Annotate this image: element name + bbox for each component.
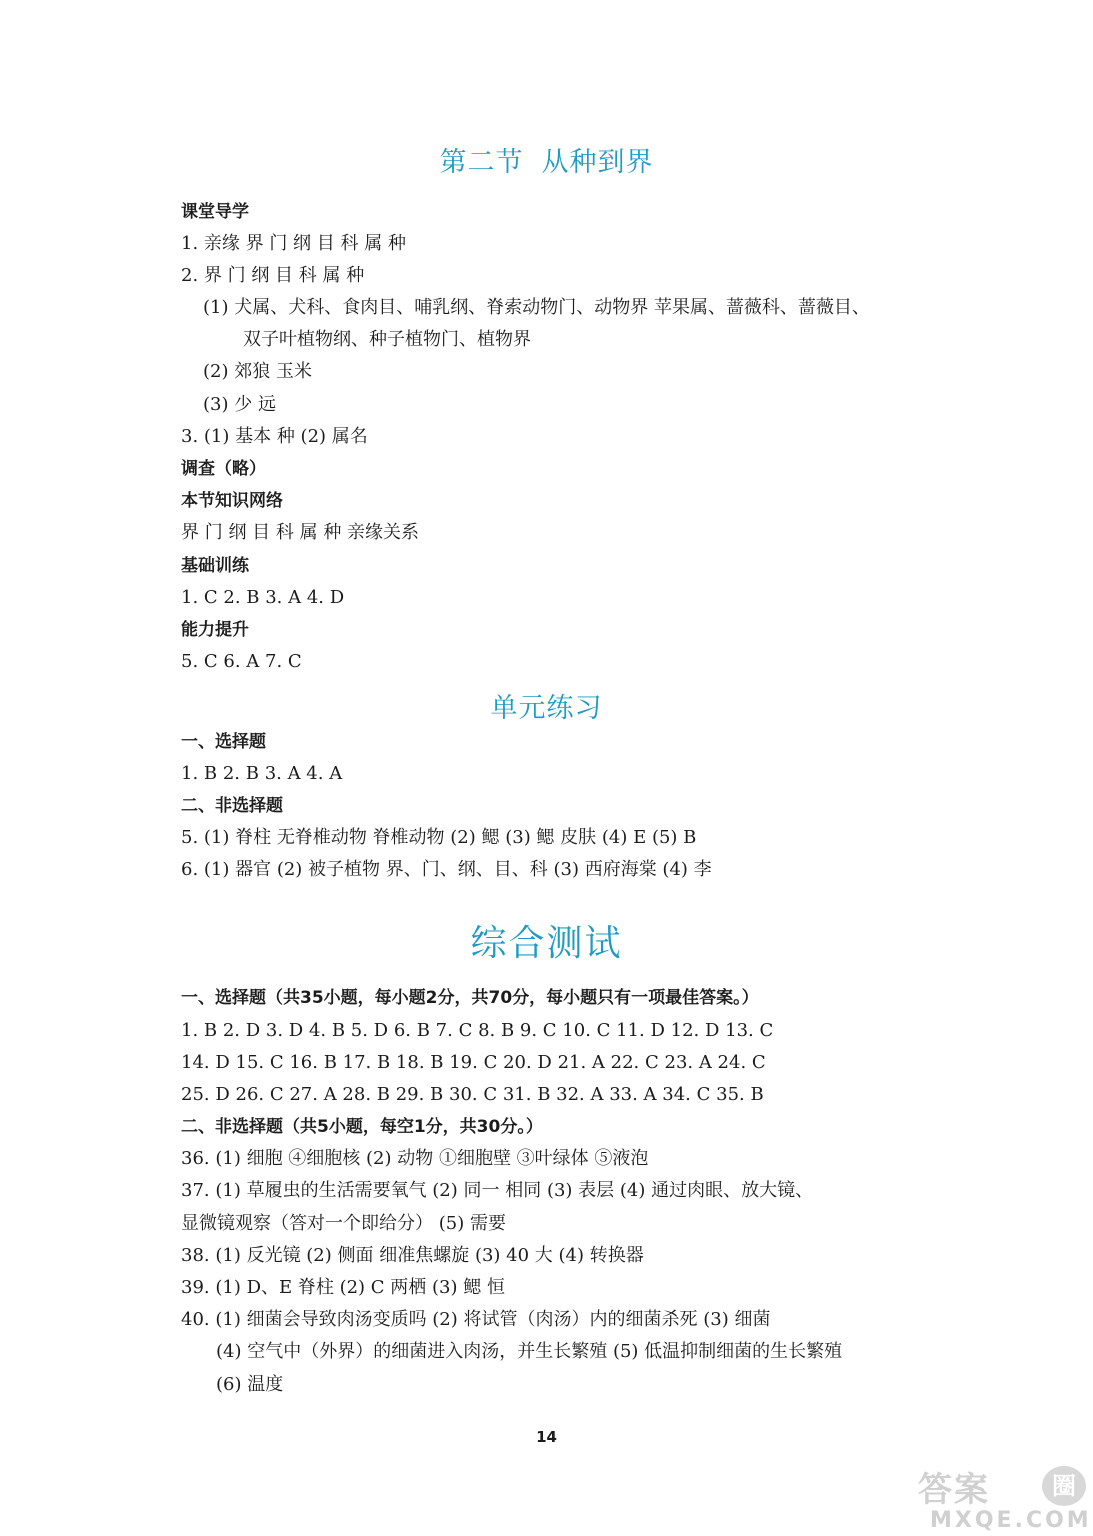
answer-line: (1) 犬属、犬科、食肉目、哺乳纲、脊索动物门、动物界 苹果属、蔷薇科、蔷薇目、 — [203, 297, 870, 318]
answer-line: 2. 界 门 纲 目 科 属 种 — [181, 265, 365, 286]
answer-line: 6. (1) 器官 (2) 被子植物 界、门、纲、目、科 (3) 西府海棠 (4) 李 — [181, 859, 712, 880]
watermark-site-text: MXQE.COM — [930, 1508, 1092, 1533]
page-number: 14 — [536, 1428, 557, 1446]
answer-line: 40. (1) 细菌会导致肉汤变质吗 (2) 将试管（肉汤）内的细菌杀死 (3) 细菌 — [181, 1309, 771, 1330]
heading-basic-training: 基础训练 — [181, 556, 249, 576]
heading-classroom-guide: 课堂导学 — [181, 202, 249, 222]
answer-line: 39. (1) D、E 脊柱 (2) C 两栖 (3) 鳃 恒 — [181, 1277, 505, 1298]
heading-multiple-choice: 一、选择题 — [181, 732, 266, 752]
heading-non-choice: 二、非选择题（共5小题，每空1分，共30分。） — [181, 1117, 543, 1137]
answer-line: (4) 空气中（外界）的细菌进入肉汤，并生长繁殖 (5) 低温抑制细菌的生长繁殖 — [216, 1341, 843, 1362]
answer-line: 25. D 26. C 27. A 28. B 29. B 30. C 31. B 32. A 33. A 34. C 35. B — [181, 1084, 764, 1105]
heading-multiple-choice: 一、选择题（共35小题，每小题2分，共70分，每小题只有一项最佳答案。） — [181, 988, 759, 1008]
answer-line: (2) 郊狼 玉米 — [203, 361, 312, 382]
watermark-logo-text: 答案 — [918, 1470, 990, 1510]
answer-line: 36. (1) 细胞 ④细胞核 (2) 动物 ①细胞壁 ③叶绿体 ⑤液泡 — [181, 1148, 649, 1169]
answer-line: 界 门 纲 目 科 属 种 亲缘关系 — [181, 522, 420, 543]
watermark-badge-icon: 圈 — [1042, 1466, 1086, 1506]
answer-line: 显微镜观察（答对一个即给分） (5) 需要 — [181, 1213, 506, 1234]
section-title-from-species-to-kingdom — [0, 140, 1093, 179]
heading-non-choice: 二、非选择题 — [181, 796, 283, 816]
answer-line: 双子叶植物纲、种子植物门、植物界 — [243, 329, 531, 350]
answer-line: 37. (1) 草履虫的生活需要氧气 (2) 同一 相同 (3) 表层 (4) 通过肉眼、放大镜、 — [181, 1180, 814, 1201]
section-title-unit-practice: 单元练习 — [490, 693, 603, 724]
answer-line: 1. 亲缘 界 门 纲 目 科 属 种 — [181, 233, 406, 254]
section-number: 第二节 — [439, 147, 524, 178]
section-title-comprehensive-test: 综合测试 — [470, 923, 623, 964]
heading-ability-improvement: 能力提升 — [181, 620, 249, 640]
answer-line: 38. (1) 反光镜 (2) 侧面 细准焦螺旋 (3) 40 大 (4) 转换器 — [181, 1245, 644, 1266]
heading-knowledge-network: 本节知识网络 — [181, 491, 283, 511]
heading-survey: 调查（略） — [181, 459, 266, 479]
answer-line: 1. B 2. B 3. A 4. A — [181, 763, 343, 784]
answer-line: (3) 少 远 — [203, 394, 276, 415]
answer-line: 5. (1) 脊柱 无脊椎动物 脊椎动物 (2) 鳃 (3) 鳃 皮肤 (4) E (5) B — [181, 827, 697, 848]
answer-line: 5. C 6. A 7. C — [181, 651, 302, 672]
answer-line: 3. (1) 基本 种 (2) 属名 — [181, 426, 368, 447]
answer-line: (6) 温度 — [216, 1374, 284, 1395]
answer-line: 1. C 2. B 3. A 4. D — [181, 587, 345, 608]
section-name: 从种到界 — [541, 147, 654, 178]
answer-line: 1. B 2. D 3. D 4. B 5. D 6. B 7. C 8. B 9. C 10. C 11. D 12. D 13. C — [181, 1020, 774, 1041]
answer-line: 14. D 15. C 16. B 17. B 18. B 19. C 20. D 21. A 22. C 23. A 24. C — [181, 1052, 766, 1073]
